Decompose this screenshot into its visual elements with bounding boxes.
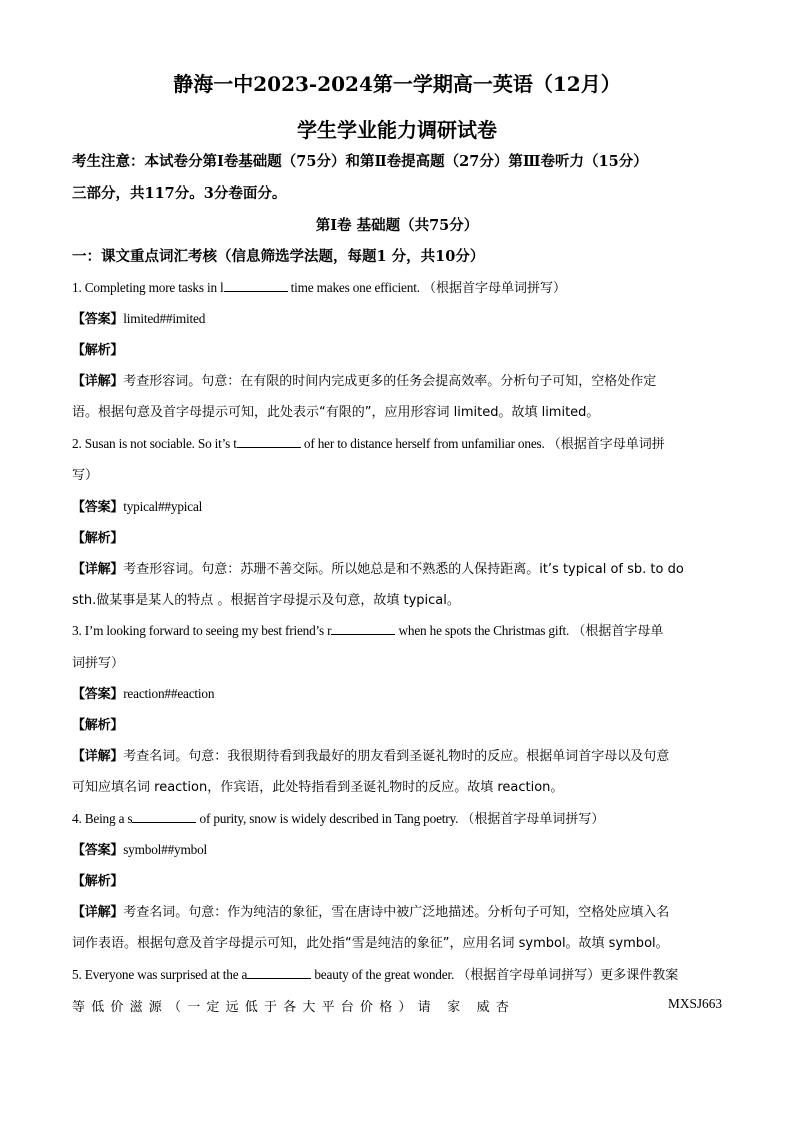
- detail-text: 考查形容词。句意：在有限的时间内完成更多的任务会提高效率。分析句子可知，空格处作定: [123, 374, 657, 389]
- analysis-label: 【解析】: [72, 718, 124, 733]
- detail-row-4a: [72, 901, 669, 920]
- question-text: of purity, snow is widely described in Tang poetry.: [196, 811, 462, 826]
- answer-label: 【答案】: [72, 500, 124, 515]
- question-2: [72, 433, 665, 452]
- analysis-row-4: [72, 870, 123, 889]
- question-hint: 写）: [72, 468, 99, 483]
- answer-row-1: [72, 308, 205, 327]
- footer-code: MXSJ663: [668, 996, 722, 1011]
- notice-line-1: 考生注意：本试卷分第Ⅰ卷基础题（75分）和第Ⅱ卷提高题（27分）第Ⅲ卷听力（15分）: [72, 153, 648, 170]
- exam-subtitle: 学生学业能力调研试卷: [297, 118, 497, 142]
- detail-text: 词作表语。根据句意及首字母提示可知，此处指“雪是纯洁的象征”，应用名词 symbol。故填 symbol。: [72, 936, 669, 951]
- question-text: 1. Completing more tasks in l: [72, 280, 224, 295]
- answer-row-2: [72, 496, 202, 515]
- detail-label: 【详解】: [72, 374, 124, 389]
- answer-blank: [331, 621, 395, 635]
- section-title: 第Ⅰ卷 基础题（共75分）: [315, 217, 479, 234]
- question-text: time makes one efficient.: [287, 280, 423, 295]
- notice-line-2: 三部分，共117分。3分卷面分。: [72, 185, 287, 202]
- question-text: 3. I’m looking forward to seeing my best friend’s r: [72, 623, 332, 638]
- analysis-row-3: [72, 714, 123, 733]
- answer-row-3: [72, 683, 214, 702]
- analysis-label: 【解析】: [72, 874, 124, 889]
- detail-text: 考查名词。句意：我很期待看到我最好的朋友看到圣诞礼物时的反应。根据单词首字母以及句意: [123, 749, 670, 764]
- answer-label: 【答案】: [72, 312, 124, 327]
- question-text: of her to distance herself from unfamiliar ones.: [300, 436, 548, 451]
- question-text: 5. Everyone was surprised at the a: [72, 967, 248, 982]
- part-title: 一：课文重点词汇考核（信息筛选学法题，每题1 分，共10分）: [72, 248, 485, 265]
- analysis-label: 【解析】: [72, 531, 124, 546]
- question-1: [72, 277, 566, 296]
- detail-row-3b: [72, 776, 563, 795]
- detail-row-1a: [72, 370, 656, 389]
- question-4: [72, 808, 604, 827]
- detail-label: 【详解】: [72, 749, 124, 764]
- question-3-cont: [72, 652, 124, 671]
- detail-text: 考查形容词。句意：苏珊不善交际。所以她总是和不熟悉的人保持距离。it’s typical of sb. to do: [123, 562, 684, 577]
- analysis-label: 【解析】: [72, 343, 124, 358]
- answer-text: reaction##eaction: [123, 686, 215, 701]
- question-text: when he spots the Christmas gift.: [395, 623, 573, 638]
- detail-row-4b: [72, 932, 669, 951]
- detail-label: 【详解】: [72, 562, 124, 577]
- footer-line: [72, 996, 722, 1015]
- detail-text: sth.做某事是某人的特点 。根据首字母提示及句意，故填 typical。: [72, 593, 460, 608]
- answer-text: typical##ypical: [123, 499, 203, 514]
- answer-label: 【答案】: [72, 687, 124, 702]
- analysis-row-1: [72, 339, 123, 358]
- answer-label: 【答案】: [72, 843, 124, 858]
- exam-title: 静海一中2023-2024第一学期高一英语（12月）: [173, 72, 621, 96]
- question-hint: 词拼写）: [72, 656, 125, 671]
- answer-blank: [224, 278, 288, 292]
- detail-text: 可知应填名词 reaction，作宾语，此处特指看到圣诞礼物时的反应。故填 reaction。: [72, 780, 564, 795]
- question-hint: （根据首字母单词拼写）更多课件教案: [457, 968, 679, 983]
- question-hint: （根据首字母单词拼: [547, 437, 665, 452]
- question-hint: （根据首字母单词拼写）: [461, 812, 605, 827]
- question-3: [72, 620, 663, 639]
- answer-text: limited##imited: [123, 311, 206, 326]
- question-5: [72, 964, 678, 983]
- question-text: beauty of the great wonder.: [311, 967, 458, 982]
- detail-row-3a: [72, 745, 669, 764]
- answer-text: symbol##ymbol: [123, 842, 208, 857]
- footer-left-text: 等低价滋源（一定远低于各大平台价格）请 家 威杏: [72, 1000, 516, 1015]
- detail-row-2b: [72, 589, 460, 608]
- question-hint: （根据首字母单: [572, 624, 664, 639]
- answer-blank: [132, 809, 196, 823]
- answer-blank: [237, 434, 301, 448]
- detail-text: 语。根据句意及首字母提示可知，此处表示“有限的”，应用形容词 limited。故填 limited。: [72, 405, 600, 420]
- detail-text: 考查名词。句意：作为纯洁的象征，雪在唐诗中被广泛地描述。分析句子可知，空格处应填入名: [123, 905, 670, 920]
- detail-label: 【详解】: [72, 905, 124, 920]
- analysis-row-2: [72, 527, 123, 546]
- question-text: 2. Susan is not sociable. So it’s t: [72, 436, 237, 451]
- detail-row-2a: [72, 558, 684, 577]
- question-2-cont: [72, 464, 98, 483]
- question-hint: （根据首字母单词拼写）: [422, 281, 566, 296]
- answer-blank: [247, 965, 311, 979]
- detail-row-1b: [72, 401, 599, 420]
- question-text: 4. Being a s: [72, 811, 133, 826]
- answer-row-4: [72, 839, 207, 858]
